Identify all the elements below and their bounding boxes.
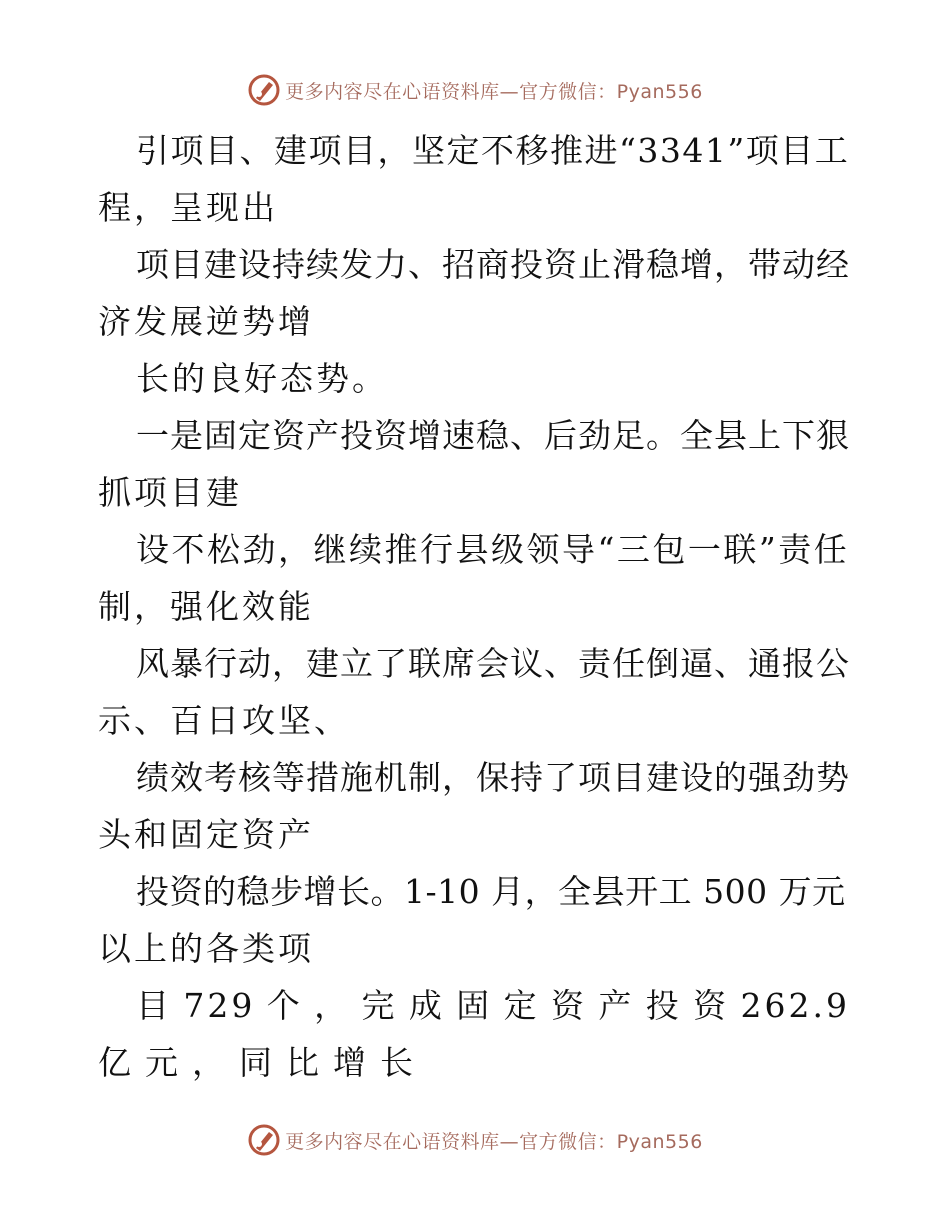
- text-line: 头和固定资产: [98, 815, 314, 854]
- footer-banner-text: 更多内容尽在心语资料库—官方微信：Pyan556: [285, 1130, 703, 1153]
- pen-logo-icon: [247, 1123, 281, 1157]
- text-line: 绩效考核等措施机制，保持了项目建设的强劲势: [136, 758, 850, 797]
- text-line: 引项目、建项目，坚定不移推进“3341”项目工: [136, 131, 850, 170]
- header-banner: [0, 70, 950, 110]
- text-line: 济发展逆势增: [98, 302, 314, 341]
- text-line: 亿元，同比增长: [98, 1043, 427, 1082]
- document-body: [98, 122, 850, 1091]
- text-line: 投资的稳步增长。1-10 月，全县开工 500 万元: [136, 872, 846, 911]
- text-line: 以上的各类项: [98, 929, 314, 968]
- text-line: 一是固定资产投资增速稳、后劲足。全县上下狠: [136, 416, 850, 455]
- pen-logo-icon: [247, 73, 281, 107]
- text-line: 程，呈现出: [98, 188, 278, 227]
- text-line: 示、百日攻坚、: [98, 701, 350, 740]
- text-line: 长的良好态势。: [136, 359, 388, 398]
- text-line: 风暴行动，建立了联席会议、责任倒逼、通报公: [136, 644, 850, 683]
- footer-banner: [0, 1120, 950, 1160]
- text-line: 设不松劲，继续推行县级领导“三包一联”责任: [136, 530, 850, 569]
- header-banner-text: 更多内容尽在心语资料库—官方微信：Pyan556: [285, 80, 703, 103]
- text-line: 项目建设持续发力、招商投资止滑稳增，带动经: [136, 245, 850, 284]
- text-line: 目729个，完成固定资产投资262.9: [136, 986, 850, 1025]
- text-line: 抓项目建: [98, 473, 242, 512]
- text-line: 制，强化效能: [98, 587, 314, 626]
